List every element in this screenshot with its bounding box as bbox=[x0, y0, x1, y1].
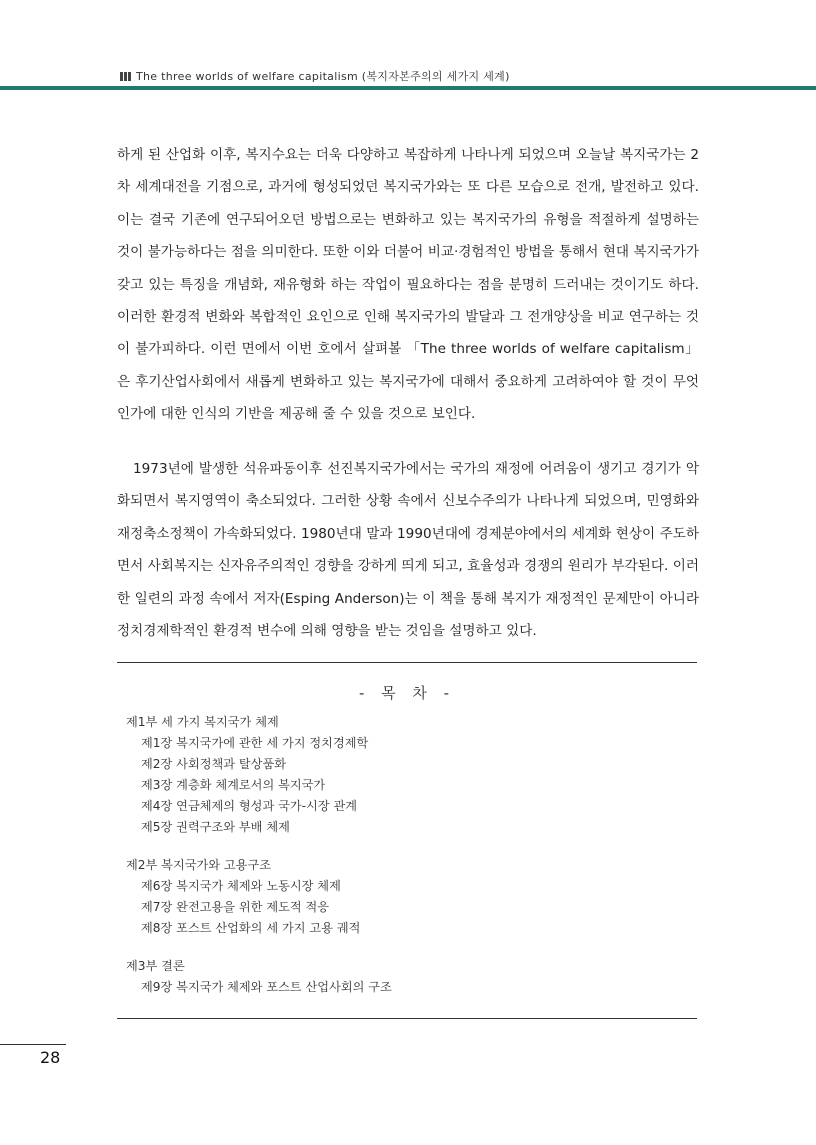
toc-part: 제2부 복지국가와 고용구조 bbox=[126, 858, 272, 872]
page-number-rule bbox=[0, 1044, 66, 1045]
toc-chapter: 제3장 계층화 체계로서의 복지국가 bbox=[141, 778, 326, 792]
header-bars-icon bbox=[120, 71, 132, 84]
paragraph-2: 1973년에 발생한 석유파동이후 선진복지국가에서는 국가의 재정에 어려움이 생기고 경기가 악화되면서 복지영역이 축소되었다. 그러한 상황 속에서 신보수주의가 나타나게 되었으며, 민영화와 재정축소정책이 가속화되었다. 1980년대 말과 1990년대에 경제분야에서의 세계화 현상이 주도하면서 사회복지는 신자유주의적인 경향을 강하게 띄게 되고, 효율성과 경쟁의 원리가 부각된다. 이러한 일련의 과정 속에서 저자(Esping Anderson)는 이 책을 통해 복지가 재정적인 문제만이 아니라 정치경제학적인 환경적 변수에 의해 영향을 받는 것임을 설명하고 있다. bbox=[117, 461, 699, 640]
page-number: 28 bbox=[40, 1048, 61, 1067]
toc-bottom-rule bbox=[117, 1018, 697, 1019]
table-of-contents bbox=[126, 712, 686, 1015]
toc-chapter: 제7장 완전고용을 위한 제도적 적응 bbox=[141, 900, 330, 914]
toc-title: - 목 차 - bbox=[358, 684, 456, 702]
toc-chapter: 제8장 포스트 산업화의 세 가지 고용 궤적 bbox=[141, 921, 361, 935]
toc-chapter: 제5장 권력구조와 부배 체제 bbox=[141, 820, 290, 834]
toc-chapter: 제4장 연금체제의 형성과 국가-시장 관계 bbox=[141, 799, 358, 813]
toc-chapter: 제1장 복지국가에 관한 세 가지 정치경제학 bbox=[141, 736, 369, 750]
toc-chapter: 제6장 복지국가 체제와 노동시장 체제 bbox=[141, 879, 341, 893]
running-title: The three worlds of welfare capitalism (복지자본주의의 세가지 세계) bbox=[136, 70, 510, 83]
toc-part-group bbox=[126, 956, 686, 998]
paragraph-1: 하게 된 산업화 이후, 복지수요는 더욱 다양하고 복잡하게 나타나게 되었으며 오늘날 복지국가는 2차 세계대전을 기점으로, 과거에 형성되었던 복지국가와는 또 다른 모습으로 전개, 발전하고 있다. 이는 결국 기존에 연구되어오던 방법으로는 변화하고 있는 복지국가의 유형을 적절하게 설명하는 것이 불가능하다는 점을 의미한다. 또한 이와 더불어 비교·경험적인 방법을 통해서 현대 복지국가가 갖고 있는 특징을 개념화, 재유형화 하는 작업이 필요하다는 점을 분명히 드러내는 것이기도 하다. 이러한 환경적 변화와 복합적인 요인으로 인해 복지국가의 발달과 그 전개양상을 비교 연구하는 것이 불가피하다. 이런 면에서 이번 호에서 살펴볼 「The three worlds of welfare capitalism」은 후기산업사회에서 새롭게 변화하고 있는 복지국가에 대해서 중요하게 고려하여야 할 것이 무엇인가에 대한 인식의 기반을 제공해 줄 수 있을 것으로 보인다. bbox=[117, 147, 699, 423]
toc-part: 제1부 세 가지 복지국가 체제 bbox=[126, 715, 279, 729]
running-header bbox=[120, 68, 510, 84]
toc-chapter: 제9장 복지국가 체제와 포스트 산업사회의 구조 bbox=[141, 980, 392, 994]
body-section-2 bbox=[117, 453, 699, 647]
toc-part-group bbox=[126, 712, 686, 838]
toc-top-rule bbox=[117, 662, 697, 663]
header-rule bbox=[0, 86, 816, 90]
toc-part-group bbox=[126, 855, 686, 939]
body-section-1 bbox=[117, 139, 699, 431]
toc-part: 제3부 결론 bbox=[126, 959, 185, 973]
toc-chapter: 제2장 사회정책과 탈상품화 bbox=[141, 757, 287, 771]
